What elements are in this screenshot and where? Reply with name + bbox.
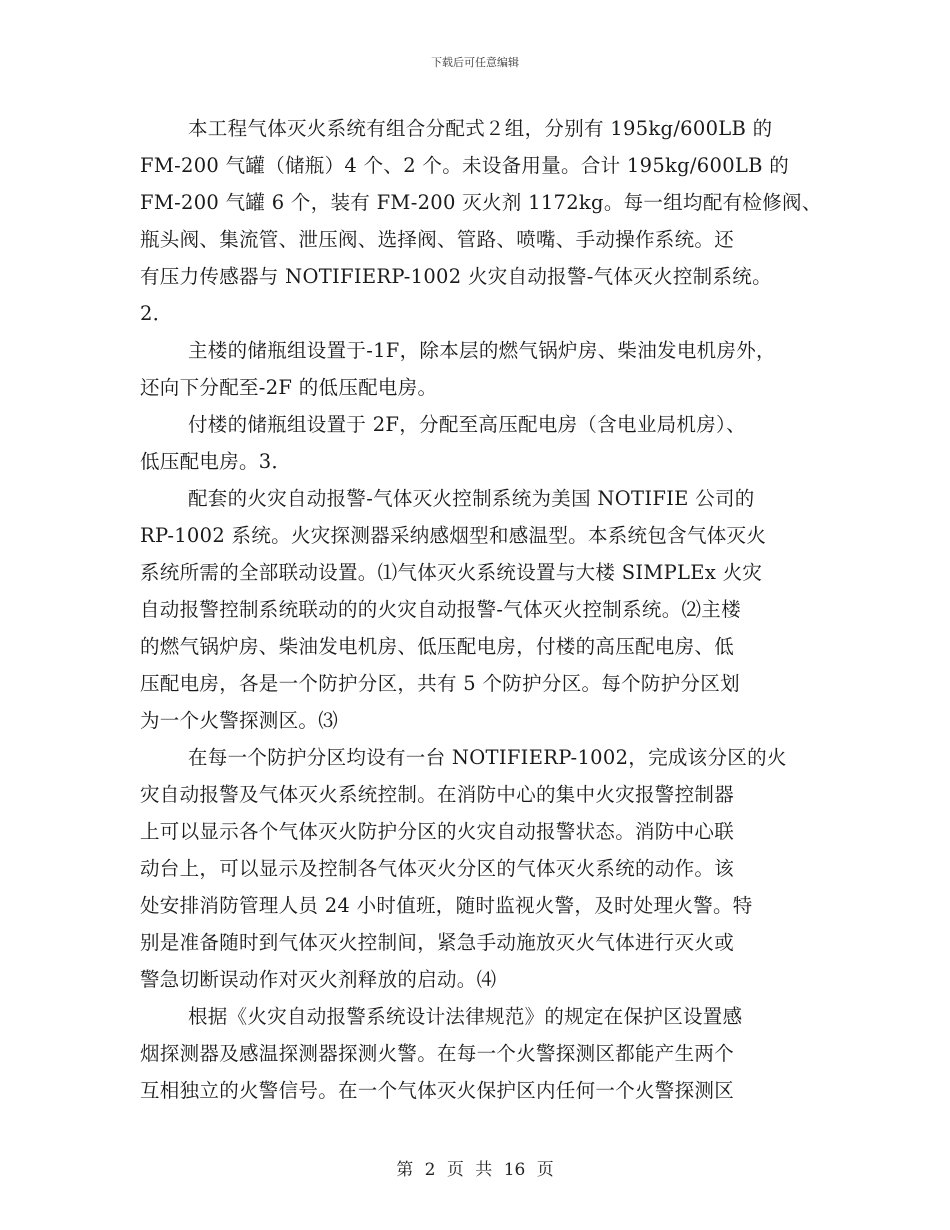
text-line: 上可以显示各个气体灭火防护分区的火灾自动报警状态。消防中心联	[140, 820, 735, 843]
text-line: RP-1002 系统。火灾探测器采纳感烟型和感温型。本系统包含气体灭火	[140, 524, 767, 547]
text-line: 有压力传感器与 NOTIFIERP-1002 火灾自动报警-气体灭火控制系统。	[140, 265, 772, 288]
paragraph-first-line: 配套的火灾自动报警-气体灭火控制系统为美国 NOTIFIE 公司的	[188, 487, 755, 510]
document-body	[140, 110, 820, 1109]
text-line: 系统所需的全部联动设置。⑴气体灭火系统设置与大楼 SIMPLEx 火灾	[140, 561, 763, 584]
page-number-footer: 第 2 页 共 16 页	[396, 1160, 554, 1180]
text-line: 别是准备随时到气体灭火控制间，紧急手动施放灭火气体进行灭火或	[140, 931, 735, 954]
text-line: 烟探测器及感温探测器探测火警。在每一个火警探测区都能产生两个	[140, 1042, 735, 1065]
text-line: 的燃气锅炉房、柴油发电机房、低压配电房，付楼的高压配电房、低	[140, 635, 735, 658]
paragraph-first-line: 付楼的储瓶组设置于 2F，分配至高压配电房（含电业局机房）、	[188, 413, 746, 436]
text-line: 动台上，可以显示及控制各气体灭火分区的气体灭火系统的动作。该	[140, 857, 735, 880]
text-line: FM-200 气罐（储瓶）4 个、2 个。未设备用量。合计 195kg/600LB 的	[140, 154, 790, 177]
text-line: 灾自动报警及气体灭火系统控制。在消防中心的集中火灾报警控制器	[140, 783, 735, 806]
paragraph-first-line: 主楼的储瓶组设置于-1F，除本层的燃气锅炉房、柴油发电机房外，	[188, 339, 776, 362]
page-header: 下载后可任意编辑	[431, 56, 519, 69]
text-line: 自动报警控制系统联动的的火灾自动报警-气体灭火控制系统。⑵主楼	[140, 598, 741, 621]
text-line: 为一个火警探测区。⑶	[140, 709, 339, 732]
text-line: 压配电房，各是一个防护分区，共有 5 个防护分区。每个防护分区划	[140, 672, 740, 695]
paragraph-first-line: 本工程气体灭火系统有组合分配式２组，分别有 195kg/600LB 的	[188, 117, 773, 140]
text-line: 还向下分配至-2F 的低压配电房。	[140, 376, 438, 399]
text-line: 互相独立的火警信号。在一个气体灭火保护区内任何一个火警探测区	[140, 1079, 735, 1102]
text-line: 瓶头阀、集流管、泄压阀、选择阀、管路、喷嘴、手动操作系统。还	[140, 228, 735, 251]
text-line: 低压配电房。3．	[140, 450, 292, 473]
paragraph-first-line: 根据《火灾自动报警系统设计法律规范》的规定在保护区设置感	[188, 1005, 743, 1028]
text-line: 警急切断误动作对灭火剂释放的启动。⑷	[140, 968, 497, 991]
text-line: 2．	[140, 302, 173, 325]
text-line: FM-200 气罐 6 个，装有 FM-200 灭火剂 1172kg。每一组均配有检修阀、	[140, 191, 822, 214]
text-line: 处安排消防管理人员 24 小时值班，随时监视火警，及时处理火警。特	[140, 894, 753, 917]
paragraph-first-line: 在每一个防护分区均设有一台 NOTIFIERP-1002，完成该分区的火	[188, 746, 787, 769]
